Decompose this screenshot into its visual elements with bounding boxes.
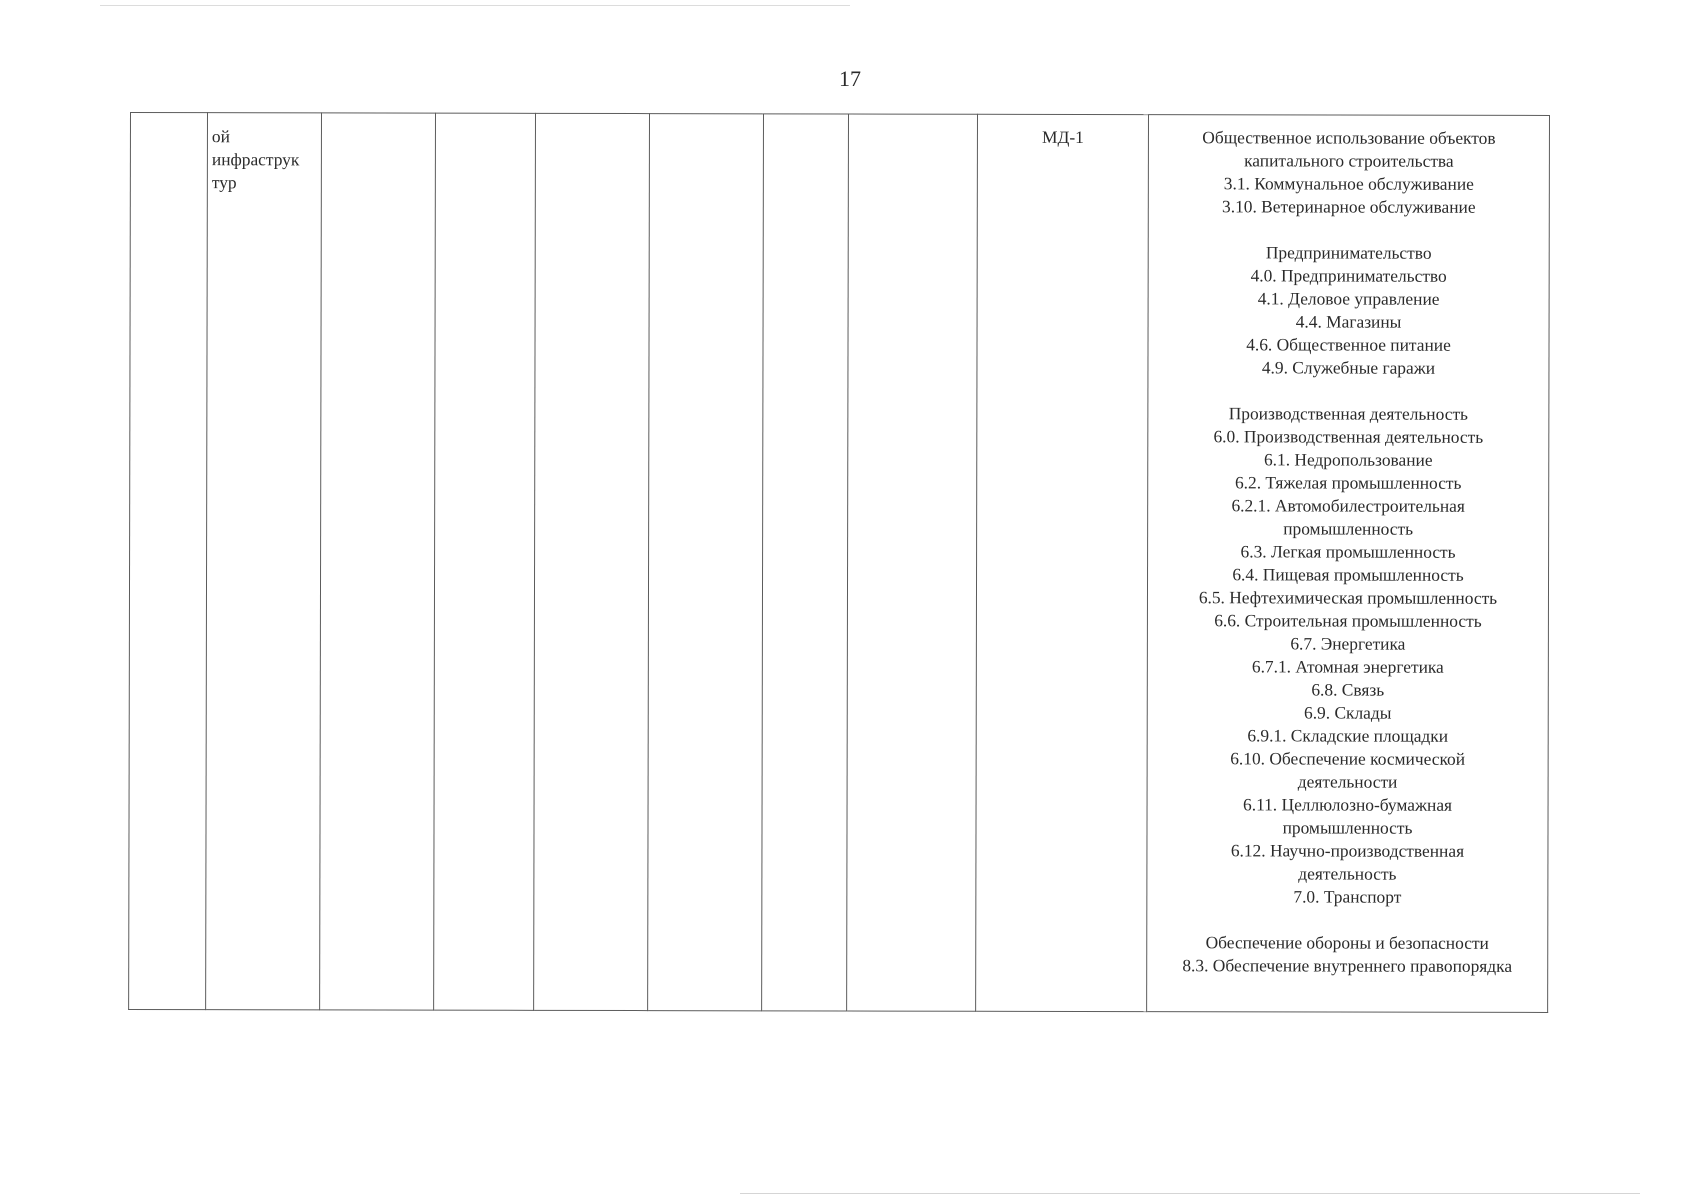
use-line: 4.0. Предпринимательство <box>1250 265 1447 286</box>
use-line: 4.1. Деловое управление <box>1257 288 1440 309</box>
use-line: 6.6. Строительная промышленность <box>1214 610 1482 631</box>
table-cell-6 <box>648 114 764 1011</box>
use-line: 6.11. Целлюлозно-бумажная <box>1243 794 1453 815</box>
table-cell-8 <box>847 114 978 1011</box>
use-line: 8.3. Обеспечение внутреннего правопорядка <box>1182 955 1513 976</box>
use-line: деятельность <box>1298 863 1397 884</box>
use-line: 6.4. Пищевая промышленность <box>1232 564 1464 585</box>
use-group-business <box>1152 241 1544 380</box>
use-group-production <box>1151 402 1544 909</box>
table-row <box>129 113 1550 1013</box>
page-number: 17 <box>839 66 861 91</box>
zone-code-cell <box>976 114 1149 1011</box>
use-line: капитального строительства <box>1244 150 1454 171</box>
cell-text-line: ой <box>211 126 230 147</box>
table-cell-4 <box>434 113 536 1010</box>
table-cell-3 <box>320 113 436 1010</box>
table-cell-2 <box>206 113 322 1010</box>
use-line: 6.10. Обеспечение космической <box>1230 748 1466 769</box>
use-line: 7.0. Транспорт <box>1293 886 1402 907</box>
use-line: Общественное использование объектов <box>1202 127 1496 148</box>
use-line: промышленность <box>1282 817 1413 838</box>
use-line: промышленность <box>1283 518 1414 539</box>
use-group-public <box>1153 126 1545 219</box>
use-line: 4.9. Служебные гаражи <box>1261 357 1436 378</box>
use-group-defense <box>1151 931 1543 978</box>
use-line: 6.12. Научно-производственная <box>1230 840 1465 861</box>
use-line: Обеспечение обороны и безопасности <box>1205 932 1489 953</box>
use-line: 4.4. Магазины <box>1295 311 1402 332</box>
use-line: 4.6. Общественное питание <box>1246 334 1451 355</box>
use-line: 6.9. Склады <box>1304 702 1392 723</box>
zone-code: МД-1 <box>1042 126 1084 147</box>
use-line: 6.7.1. Атомная энергетика <box>1251 656 1444 677</box>
table-cell-1 <box>129 113 208 1010</box>
use-line: 6.1. Недропользование <box>1263 449 1433 470</box>
use-line: 6.7. Энергетика <box>1290 633 1406 654</box>
use-line: 6.5. Нефтехимическая промышленность <box>1198 587 1498 608</box>
cell-text-line: инфраструк <box>211 149 300 170</box>
permitted-uses-cell <box>1147 115 1550 1013</box>
use-line: Предпринимательство <box>1265 242 1432 263</box>
zoning-table <box>128 112 1550 1013</box>
use-line: 6.9.1. Складские площадки <box>1247 725 1449 746</box>
scan-artifact-bottom <box>740 1193 1640 1194</box>
table-cell-5 <box>534 113 650 1010</box>
table-cell-7 <box>762 114 849 1011</box>
use-line: 6.8. Связь <box>1311 679 1385 700</box>
use-line: деятельности <box>1297 771 1398 792</box>
use-line: 3.1. Коммунальное обслуживание <box>1223 173 1474 194</box>
use-line: 6.3. Легкая промышленность <box>1240 541 1456 562</box>
use-line: 6.2. Тяжелая промышленность <box>1234 472 1462 493</box>
scan-artifact-top <box>100 5 850 6</box>
use-line: 3.10. Ветеринарное обслуживание <box>1222 196 1476 217</box>
use-line: 6.2.1. Автомобилестроительная <box>1231 495 1465 516</box>
cell-text-line: тур <box>211 172 237 193</box>
use-line: Производственная деятельность <box>1228 403 1469 424</box>
use-line: 6.0. Производственная деятельность <box>1213 426 1484 447</box>
